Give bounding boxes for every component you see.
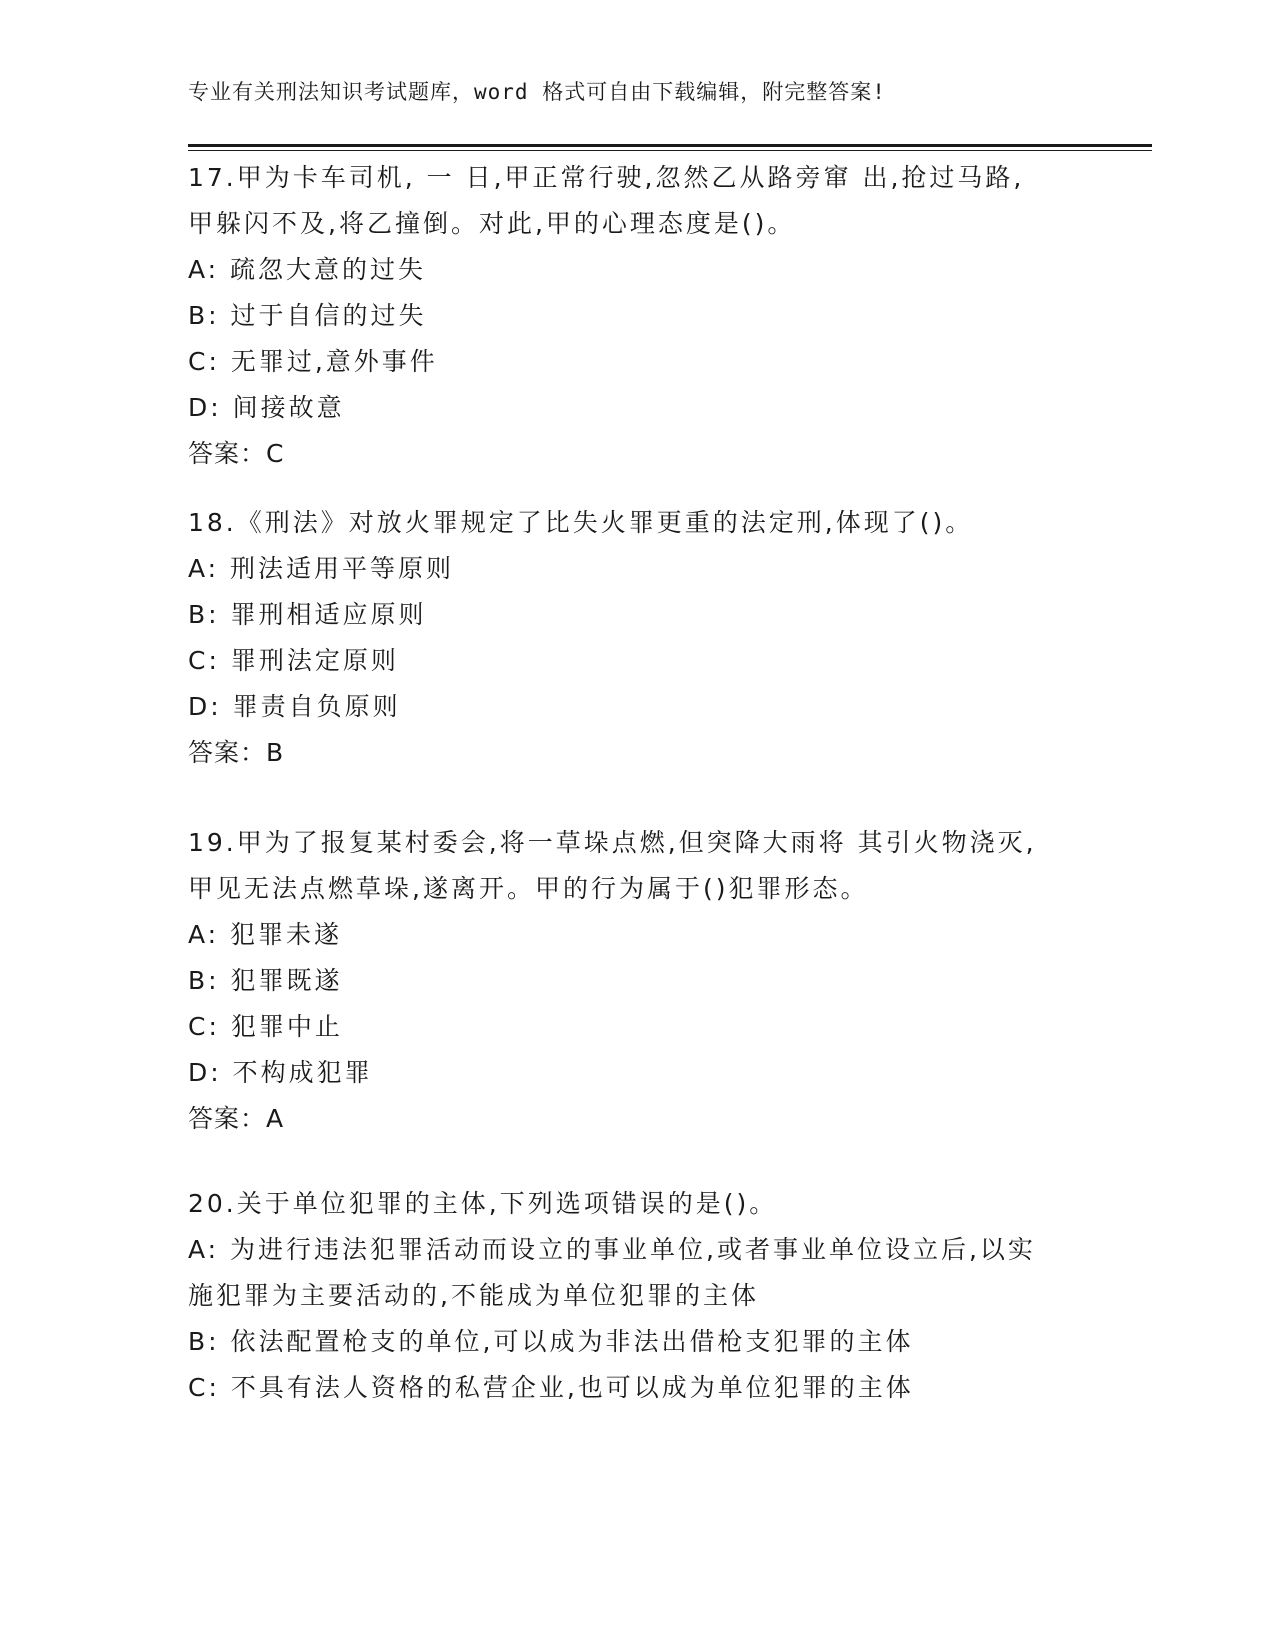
answer-value: C	[266, 439, 285, 468]
option-c: C: 犯罪中止	[188, 1012, 343, 1041]
answer-value: A	[266, 1104, 285, 1133]
option-d: D: 罪责自负原则	[188, 692, 401, 721]
header-rule-thin	[188, 150, 1152, 151]
option-a: A: 刑法适用平等原则	[188, 554, 455, 583]
option-b: B: 犯罪既遂	[188, 966, 343, 995]
header-rule-thick	[188, 144, 1152, 147]
question-20	[188, 1181, 1088, 1411]
option-b: B: 过于自信的过失	[188, 301, 427, 330]
question-stem: 20.关于单位犯罪的主体,下列选项错误的是()。	[188, 1189, 778, 1218]
option-a: A: 疏忽大意的过失	[188, 255, 427, 284]
option-c: C: 无罪过,意外事件	[188, 347, 438, 376]
option-a: A: 犯罪未遂	[188, 920, 343, 949]
question-stem: 19.甲为了报复某村委会,将一草垛点燃,但突降大雨将 其引火物浇灭,	[188, 828, 1037, 857]
option-d: D: 不构成犯罪	[188, 1058, 373, 1087]
question-stem: 甲躲闪不及,将乙撞倒。对此,甲的心理态度是()。	[188, 209, 796, 238]
question-19	[188, 820, 1088, 1142]
option-c: C: 罪刑法定原则	[188, 646, 399, 675]
answer-line	[188, 1096, 1088, 1142]
option-d: D: 间接故意	[188, 393, 345, 422]
question-17	[188, 155, 1088, 477]
answer-value: B	[266, 738, 285, 767]
option-a: A: 为进行违法犯罪活动而设立的事业单位,或者事业单位设立后,以实	[188, 1235, 1036, 1264]
answer-line	[188, 730, 1088, 776]
page-header: 专业有关刑法知识考试题库，word 格式可自由下载编辑，附完整答案!	[188, 80, 886, 104]
option-b: B: 依法配置枪支的单位,可以成为非法出借枪支犯罪的主体	[188, 1327, 914, 1356]
question-stem: 甲见无法点燃草垛,遂离开。甲的行为属于()犯罪形态。	[188, 874, 869, 903]
question-stem: 17.甲为卡车司机, 一 日,甲正常行驶,忽然乙从路旁窜 出,抢过马路,	[188, 163, 1025, 192]
question-stem: 18.《刑法》对放火罪规定了比失火罪更重的法定刑,体现了()。	[188, 508, 974, 537]
option-b: B: 罪刑相适应原则	[188, 600, 427, 629]
option-c: C: 不具有法人资格的私营企业,也可以成为单位犯罪的主体	[188, 1373, 914, 1402]
answer-label: 答案：	[188, 439, 267, 468]
option-a-continued: 施犯罪为主要活动的,不能成为单位犯罪的主体	[188, 1281, 759, 1310]
answer-label: 答案：	[188, 1104, 267, 1133]
answer-label: 答案：	[188, 738, 267, 767]
question-18	[188, 500, 1088, 776]
answer-line	[188, 431, 1088, 477]
